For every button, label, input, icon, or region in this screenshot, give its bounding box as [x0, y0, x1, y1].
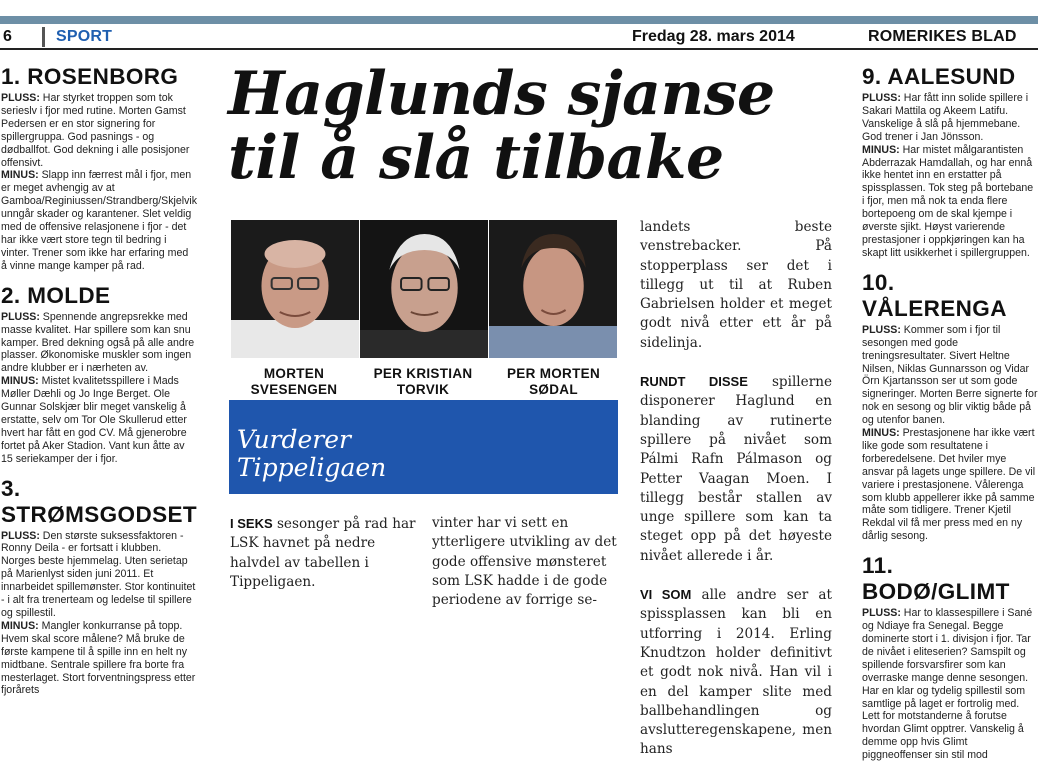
plus-text: Spennende angrepsrekke med masse kvalitet. Har spillere som kan snu kamper. Bred dekning også på alle andre plasser. Økonomiske muskler som ingen andre klubber er i nærheten av. [1, 310, 195, 375]
caption-line: SØDAL [529, 382, 578, 397]
team-title: 3. STRØMSGODSET [1, 475, 198, 527]
photo-caption [490, 366, 617, 398]
paragraph-text: spillerne disponerer Haglund en blanding av rutinerte spillere på nivået som Pálmi Rafn Pálmason og Petter Vaagan Moen. I tillegg består stallen av unge spillere som kan ta steget opp på det høyeste nivået allerede i år. [640, 374, 833, 564]
caption-line: PER KRISTIAN [373, 366, 473, 381]
plus-text: Den største suksessfaktoren - Ronny Deila - er fortsatt i klubben. Norges beste hjemmelag. Uten serietap på Marienlyst siden juni 2011. Et innarbeidet spillemønster. Stor kontinuitet - i alt fra trenerteam og ledelse til spillere og spillestil. [1, 529, 196, 619]
plus-text: Har fått inn solide spillere i Sakari Mattila og Akeem Latifu. Vanskelige å slå på hjemmebane. God trener i Jan Jönsson. [862, 92, 1029, 143]
feature-box-title [237, 426, 386, 482]
plus-text: Har to klassespillere i Sané og Ndiaye fra Senegal. Begge dominerte stort i 1. divisjon i fjor. Tar de nivået i eliteserien? Samspilt og spillende forsvarsfirer som kan overraske mange denne sesongen. Har en klar og tydelig spillestil som samtlige på laget er fortrolig med. Lett for motstanderne å forutse hvordan Glimt opptrer. Vanskelig å demme opp hvis Glimt piggneoffenser sin stil mod [862, 607, 1033, 762]
paragraph-text: sesonger på rad har LSK havnet på nedre halvdel av tabellen i Tippeligaen. [230, 516, 416, 590]
plus-label: PLUSS: [1, 92, 40, 104]
team-minus [1, 169, 197, 272]
article-column-3 [640, 218, 832, 760]
team-plus [1, 311, 197, 376]
portrait-photo-strip [231, 220, 617, 358]
caption-line: PER MORTEN [506, 366, 600, 381]
headline-line-1: Haglunds sjanse [228, 59, 775, 129]
header-rule [0, 48, 1038, 50]
team-minus [862, 427, 1038, 543]
team-minus [1, 375, 197, 465]
paragraph-lead: VI SOM [640, 587, 692, 603]
section-label: SPORT [56, 28, 113, 45]
team-plus [1, 530, 197, 620]
team-plus [862, 324, 1038, 427]
article-headline [228, 59, 848, 193]
minus-label: MINUS: [1, 619, 39, 632]
feature-line: Tippeligaen [237, 453, 387, 482]
team-minus [862, 144, 1038, 260]
headline-line-2: til å slå tilbake [228, 123, 724, 193]
team-title: 11. BODØ/GLIMT [862, 553, 1010, 605]
article-paragraph: vinter har vi sett en ytterligere utvikling av det gode offensive mønsteret som LSK hadde i de gode periodene av forrige se- [432, 515, 617, 609]
feature-line: Vurderer [237, 425, 352, 454]
plus-text: Kommer som i fjor til sesongen med gode treningsresultater. Sivert Heltne Nilsen, Niklas Gunnarsson og Vidar Örn Kjartansson ser ut som gode signeringer. Morten Berre signerte for nok en sesong og blir viktig både på og utenfor banen. [862, 323, 1038, 427]
article-paragraph [640, 372, 832, 566]
plus-label: PLUSS: [862, 92, 901, 104]
plus-label: PLUSS: [862, 607, 901, 620]
newspaper-name: ROMERIKES BLAD [868, 28, 1017, 45]
team-plus [862, 607, 1038, 762]
minus-text: Mangler konkurranse på topp. Hvem skal score målene? Må bruke de første kampene til å spille inn en helt ny midtbane. Sentrale spillere fra borte fra mesterlaget. Stort forventningspress etter fjorårets [1, 619, 196, 697]
right-ranking-column [862, 64, 1038, 762]
minus-label: MINUS: [862, 427, 900, 440]
feature-box [229, 400, 618, 494]
minus-text: Slapp inn færrest mål i fjor, men er meget avhengig av at Gamboa/Reginiussen/Strandberg/Skjelvik unngår skader og karantener. Slet veldig med de offensive relasjonene i fjor - det har ikke vært store tegn til bedring i vinter. Trener som ikke har erfaring med å vinne mange kamper på rad. [1, 169, 198, 272]
team-plus [862, 92, 1038, 144]
caption-line: SVESENGEN [250, 382, 338, 397]
left-ranking-column [1, 64, 197, 697]
minus-label: MINUS: [1, 169, 39, 182]
plus-label: PLUSS: [1, 310, 40, 323]
article-column-1 [230, 514, 420, 592]
article-paragraph: landets beste venstrebacker. På stopperplass ser det i tillegg ut til at Ruben Gabrielsen holder et meget godt nivå etter ett år på sidelinja. [640, 219, 832, 351]
photo-caption [231, 366, 357, 398]
team-title: 1. ROSENBORG [1, 64, 179, 89]
team-title: 2. MOLDE [1, 282, 111, 308]
team-title: 9. AALESUND [862, 64, 1016, 89]
portrait-photo [360, 220, 489, 358]
header-separator [42, 27, 45, 47]
page-number: 6 [3, 28, 12, 45]
minus-label: MINUS: [1, 375, 39, 388]
minus-text: Prestasjonene har ikke vært like gode som resultatene i forberedelsene. Det hviler mye ansvar på lagets unge spillere. De vil variere i prestasjonene. Vålerenga som klubb appellerer ikke på samme måte som tidligere. Trener Kjetil Rekdal vil få mer press med en ny dårlig sesong. [862, 427, 1036, 543]
paragraph-lead: I SEKS [230, 516, 273, 531]
plus-text: Har styrket troppen som tok serieslv i fjor med rutine. Morten Gamst Pedersen er en stor signering for spillergruppa. God pasnings - og dødballfot. God dekning i alle posisjoner offensivt. [1, 92, 190, 169]
paragraph-lead: RUNDT DISSE [640, 374, 748, 390]
minus-label: MINUS: [862, 143, 900, 156]
issue-date: Fredag 28. mars 2014 [632, 28, 795, 45]
plus-label: PLUSS: [862, 323, 901, 336]
plus-label: PLUSS: [1, 529, 40, 542]
top-color-bar [0, 16, 1038, 24]
caption-line: TORVIK [396, 382, 450, 397]
photo-caption [357, 366, 489, 398]
minus-text: Har mistet målgarantisten Abderrazak Hamdallah, og har ennå ikke hentet inn en erstatter på spissplassen. Tok steg på bortebane i fjor, men må nok ta enda flere bortepoeng om de skal kjempe i øverste sjikt. Høyst varierende prestasjoner i oppkjøringen kan ha skapt litt usikkerhet i spillergruppen. [862, 143, 1034, 259]
article-column-2 [432, 514, 628, 610]
paragraph-text: alle andre ser at spissplassen kan bli en utforring i 2014. Erling Knudtzon holder definitivt et godt nok nivå. Han vil i en del kamper slite med ballbehandlingen og avslutteregenskapene, men hans [640, 587, 832, 758]
team-title: 10. VÅLERENGA [862, 269, 1007, 321]
caption-line: MORTEN [263, 366, 325, 381]
article-paragraph [230, 514, 420, 592]
article-paragraph [640, 585, 832, 760]
team-minus [1, 620, 197, 697]
portrait-photo [231, 220, 360, 358]
minus-text: Mistet kvalitetsspillere i Mads Møller Dæhli og Jo Inge Berget. Ole Gunnar Solskjær blir meget vanskelig å erstatte, selv om Tor Ole Skullerud etter hvert har fått en god CV. Må gjenerobre fortet på Aker Stadion. Vant kun åtte av 15 seriekamper der i fjor. [1, 375, 187, 465]
portrait-photo [489, 220, 617, 358]
team-plus [1, 92, 197, 169]
